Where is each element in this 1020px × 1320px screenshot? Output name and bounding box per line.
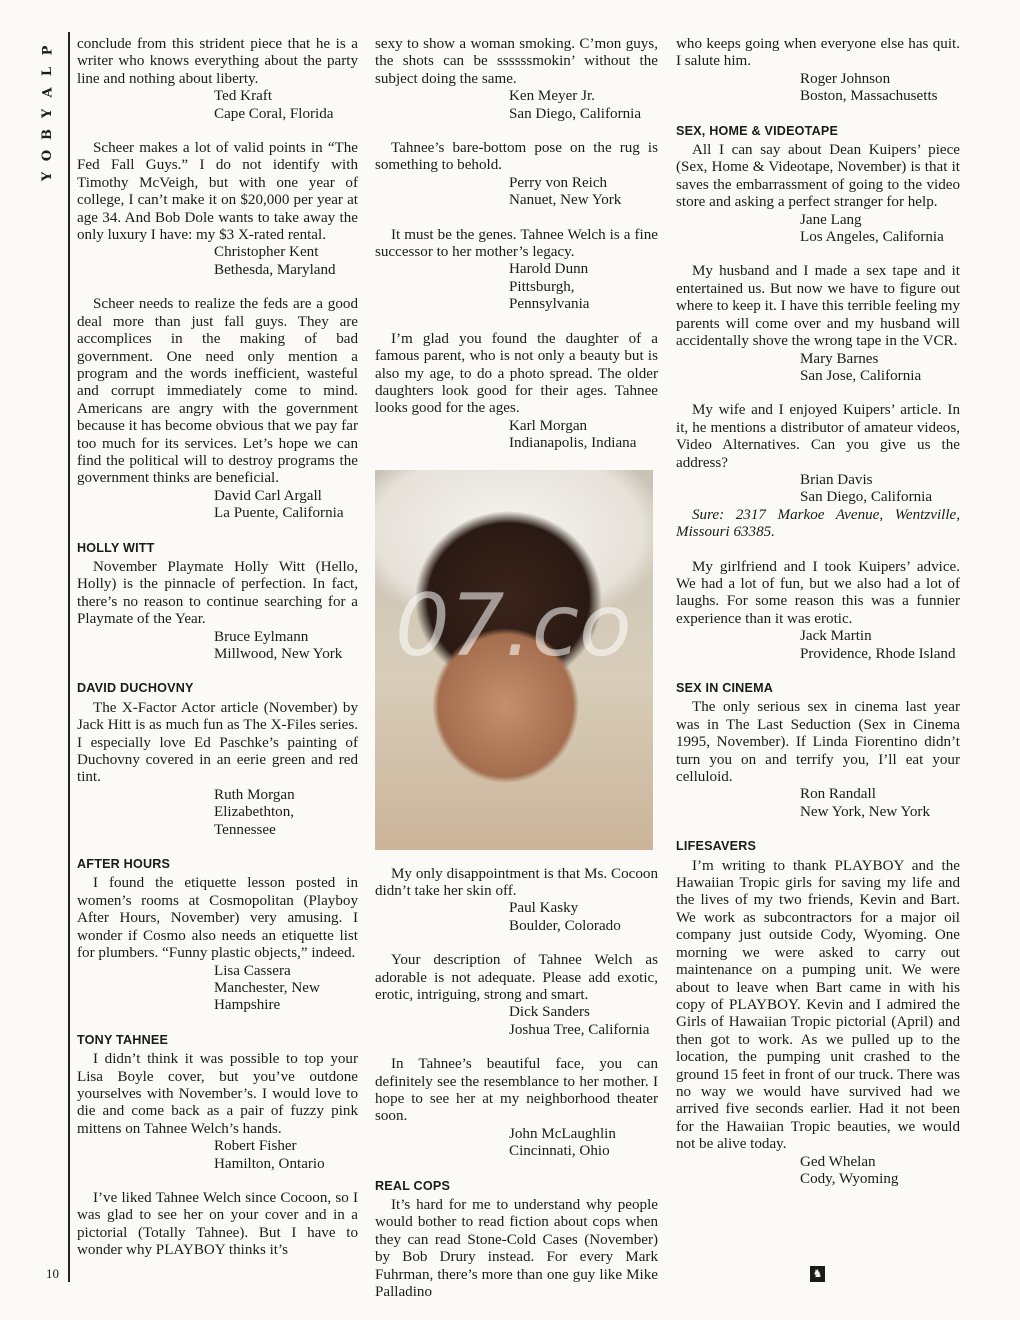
section-heading: HOLLY WITT [77, 540, 155, 555]
letter [77, 856, 358, 1015]
letter [77, 296, 358, 522]
section-heading: SEX, HOME & VIDEOTAPE [676, 123, 839, 138]
letter-body: who keeps going when everyone else has quit. I salute him. [676, 36, 960, 70]
letter-location: Nanuet, New York [509, 192, 622, 209]
masthead-letter: O [40, 149, 56, 162]
editor-reply: Sure: 2317 Markoe Avenue, Wentzville, Missouri 63385. [676, 506, 960, 541]
section-heading: AFTER HOURS [77, 857, 171, 872]
masthead-letter: B [40, 129, 56, 140]
letter [375, 952, 658, 1039]
letter [676, 123, 960, 247]
letter-location: Cincinnati, Ohio [509, 1143, 610, 1160]
letter-body: My husband and I made a sex tape and it entertained us. But now we have to figure out where to keep it. I have this terrible feeling my parents will come over and my husband will accidentally shove the wrong tape in the VCR. [676, 263, 960, 350]
letter-body: My only disappointment is that Ms. Cocoon didn’t take her skin off. [375, 865, 658, 899]
letter [375, 140, 658, 210]
letter [375, 1178, 658, 1302]
letter-location: Bethesda, Maryland [214, 261, 336, 278]
letter [375, 1056, 658, 1160]
section-heading: DAVID DUCHOVNY [77, 681, 194, 696]
masthead-letter: P [40, 45, 56, 56]
masthead-letter: Y [40, 171, 56, 182]
letter-body: The X-Factor Actor article (November) by Jack Hitt is as much fun as The X-Files series. I especially love Ed Paschke’s painting of Duchovny covered in an eerie green and red tint. [77, 699, 358, 786]
masthead-letter: Y [40, 108, 56, 119]
letter [77, 680, 358, 839]
letter-author: Ken Meyer Jr. [509, 88, 595, 105]
letter-author: Dick Sanders [509, 1004, 590, 1021]
letter-body: In Tahnee’s beautiful face, you can definitely see the resemblance to her mother. I hope to see her at my neighborhood theater soon. [375, 1056, 658, 1125]
letter-author: Ted Kraft [214, 88, 273, 105]
letter-author: Harold Dunn [509, 261, 589, 278]
letter-location: Cape Coral, Florida [214, 105, 334, 122]
watermark: 07.co [395, 575, 632, 676]
letter-body: I’m glad you found the daughter of a famous parent, who is not only a beauty but is also my age, to do a photo spread. The older daughters look good for their ages. Tahnee looks good for the ages. [375, 330, 658, 417]
letter-body: I’ve liked Tahnee Welch since Cocoon, so I was glad to see her on your cover and in a pictorial (Totally Tahnee). But I have to wonder why PLAYBOY thinks it’s [77, 1189, 358, 1259]
letter [77, 36, 358, 123]
letter-body: sexy to show a woman smoking. C’mon guys, the shots can be ssssssmokin’ without the subject doing the same. [375, 36, 658, 87]
letter-body: conclude from this strident piece that he is a writer who knows everything about the party line and nothing about liberty. [77, 36, 358, 87]
letter-author: Perry von Reich [509, 174, 608, 191]
masthead-rule [68, 32, 70, 1282]
letter-location: La Puente, California [214, 505, 344, 522]
letter-body: I didn’t think it was possible to top your Lisa Boyle cover, but you’ve outdone yourselves with November’s. I would love to die and come back as a pair of fuzzy pink mittens on Tahnee Welch’s hands. [77, 1051, 358, 1137]
letter-location: Los Angeles, California [800, 229, 944, 246]
letter-author: Christopher Kent [214, 244, 319, 261]
letter-location: Indianapolis, Indiana [509, 435, 637, 452]
letter-author: Jack Martin [800, 628, 872, 645]
letter-author: Ged Whelan [800, 1153, 876, 1170]
letter-author: David Carl Argall [214, 487, 322, 504]
page-number: 10 [46, 1266, 59, 1281]
letter-location: Providence, Rhode Island [800, 645, 956, 662]
letter-author: Karl Morgan [509, 417, 588, 434]
tahnee-welch-photo [375, 470, 653, 850]
letter-body: My girlfriend and I took Kuipers’ advice. We had a lot of fun, but we also had a lot of laughs. For some reason this was a funnier experience than it was erotic. [676, 558, 960, 627]
column-3 [676, 36, 960, 1205]
letter [375, 36, 658, 123]
section-heading: REAL COPS [375, 1178, 451, 1193]
letter-body: My wife and I enjoyed Kuipers’ article. In it, he mentions a distributor of amateur videos, Video Alternatives. Can you give us the address? [676, 402, 960, 471]
letter-location: New York, New York [800, 803, 930, 820]
section-heading: SEX IN CINEMA [676, 681, 774, 695]
letter [375, 227, 658, 314]
letter [676, 559, 960, 663]
letter-location: Cody, Wyoming [800, 1170, 899, 1187]
letter-author: Lisa Cassera [214, 962, 291, 979]
letter-location: Elizabethton, Tennessee [214, 804, 295, 838]
letter-author: Paul Kasky [509, 900, 579, 917]
letter-author: Brian Davis [800, 471, 873, 488]
letter-body: Scheer needs to realize the feds are a good deal more than just fall guys. They are accomplices in the making of bad government. One need only mention a program and the words inefficient, wasteful and corrupt immediately come to mind. Americans are angry with the government because it has become obvious that we pay far too much for its services. Let’s hope we can find the political will to destroy programs the government thinks are beneficial. [77, 296, 358, 487]
letter-body: I found the etiquette lesson posted in women’s rooms at Cosmopolitan (Playboy After Hours, November) very amusing. I wonder if Cosmo also needs an etiquette list for plumbers. “Funny plastic objects,” indeed. [77, 875, 358, 962]
letter [77, 1032, 358, 1173]
masthead [40, 40, 56, 187]
letter-author: Robert Fisher [214, 1138, 297, 1155]
letter-author: Ruth Morgan [214, 786, 295, 803]
letter-body: Scheer makes a lot of valid points in “The Fed Fall Guys.” I do not identify with Timothy McVeigh, but with one year of college, I can’t make it on $20,000 per year at age 34. And Bob Dole wants to take away the only luxury I have: my $3 X-rated rental. [77, 140, 358, 244]
letter-body: I’m writing to thank PLAYBOY and the Hawaiian Tropic girls for saving my life and the lives of my two friends, Kevin and Bart. We work as subcontractors for a major oil company just outside Cody, Wyoming. One morning we were asked to carry out maintenance on a pumping unit. We were about to leave when Bart came in with his copy of PLAYBOY. Kevin and I admired the Girls of Hawaiian Tropic pictorial (April) and then got to work. As we pulled up to the location, the pumping unit crashed to the ground 15 feet in front of our truck. There was no way we would have survived had we arrived five seconds earlier. Had it not been for the Hawaiian Tropic beauties, we would not be alive today. [676, 857, 960, 1153]
column-2 [375, 36, 658, 1318]
letter-location: Boston, Massachusetts [800, 88, 938, 105]
letter-body: November Playmate Holly Witt (Hello, Holly) is the pinnacle of perfection. In fact, there’s no reason to continue searching for a Playmate of the Year. [77, 558, 358, 628]
letter-body: It’s hard for me to understand why people would bother to read fiction about cops when they can read Stone-Cold Cases (November) by Bob Drury instead. For every Mark Fuhrman, there’s more than one guy like Mike Palladino [375, 1197, 658, 1301]
letter [676, 680, 960, 821]
masthead-letter: A [40, 87, 56, 98]
letter-location: Boulder, Colorado [509, 917, 621, 934]
letter [375, 331, 658, 453]
letter-body: It must be the genes. Tahnee Welch is a fine successor to her mother’s legacy. [375, 226, 658, 261]
letter-body: All I can say about Dean Kuipers’ piece (Sex, Home & Videotape, November) is that it saves the embarrassment of going to the video store and asking a perfect stranger for help. [676, 142, 960, 211]
letter-body: Tahnee’s bare-bottom pose on the rug is something to behold. [375, 140, 658, 174]
letter-author: Roger Johnson [800, 70, 891, 87]
letter [77, 540, 358, 664]
letter-location: Millwood, New York [214, 646, 343, 662]
letter-author: Mary Barnes [800, 350, 879, 367]
bunny-end-mark-icon: ♞ [810, 1266, 825, 1282]
letter [375, 866, 658, 936]
letter [676, 263, 960, 385]
letter-author: Bruce Eylmann [214, 628, 309, 645]
letter-location: San Jose, California [800, 367, 922, 384]
letter-location: Joshua Tree, California [509, 1021, 650, 1038]
letter-location: San Diego, California [509, 105, 642, 122]
letter-author: John McLaughlin [509, 1125, 616, 1142]
letter-body: Your description of Tahnee Welch as adorable is not adequate. Please add exotic, erotic, intriguing, strong and smart. [375, 952, 658, 1003]
column-2-top [375, 36, 658, 453]
letter-body: The only serious sex in cinema last year was in The Last Seduction (Sex in Cinema 1995, November). If Linda Fiorentino didn’t turn you on and terrify you, I’ll eat your celluloid. [676, 699, 960, 786]
letter-location: Hamilton, Ontario [214, 1155, 325, 1172]
column-1 [77, 36, 358, 1277]
letter-location: Manchester, New Hampshire [214, 979, 320, 1014]
letter [676, 36, 960, 106]
column-2-bottom [375, 866, 658, 1302]
section-heading: LIFESAVERS [676, 839, 757, 854]
letter [676, 838, 960, 1188]
letter-author: Ron Randall [800, 786, 876, 803]
letter-location: San Diego, California [800, 489, 933, 506]
masthead-letter: L [40, 66, 56, 77]
letter [676, 402, 960, 541]
letter [77, 1190, 358, 1260]
letter [77, 140, 358, 279]
letter-author: Jane Lang [800, 211, 862, 228]
section-heading: TONY TAHNEE [77, 1032, 169, 1047]
letter-location: Pittsburgh, Pennsylvania [509, 278, 590, 313]
